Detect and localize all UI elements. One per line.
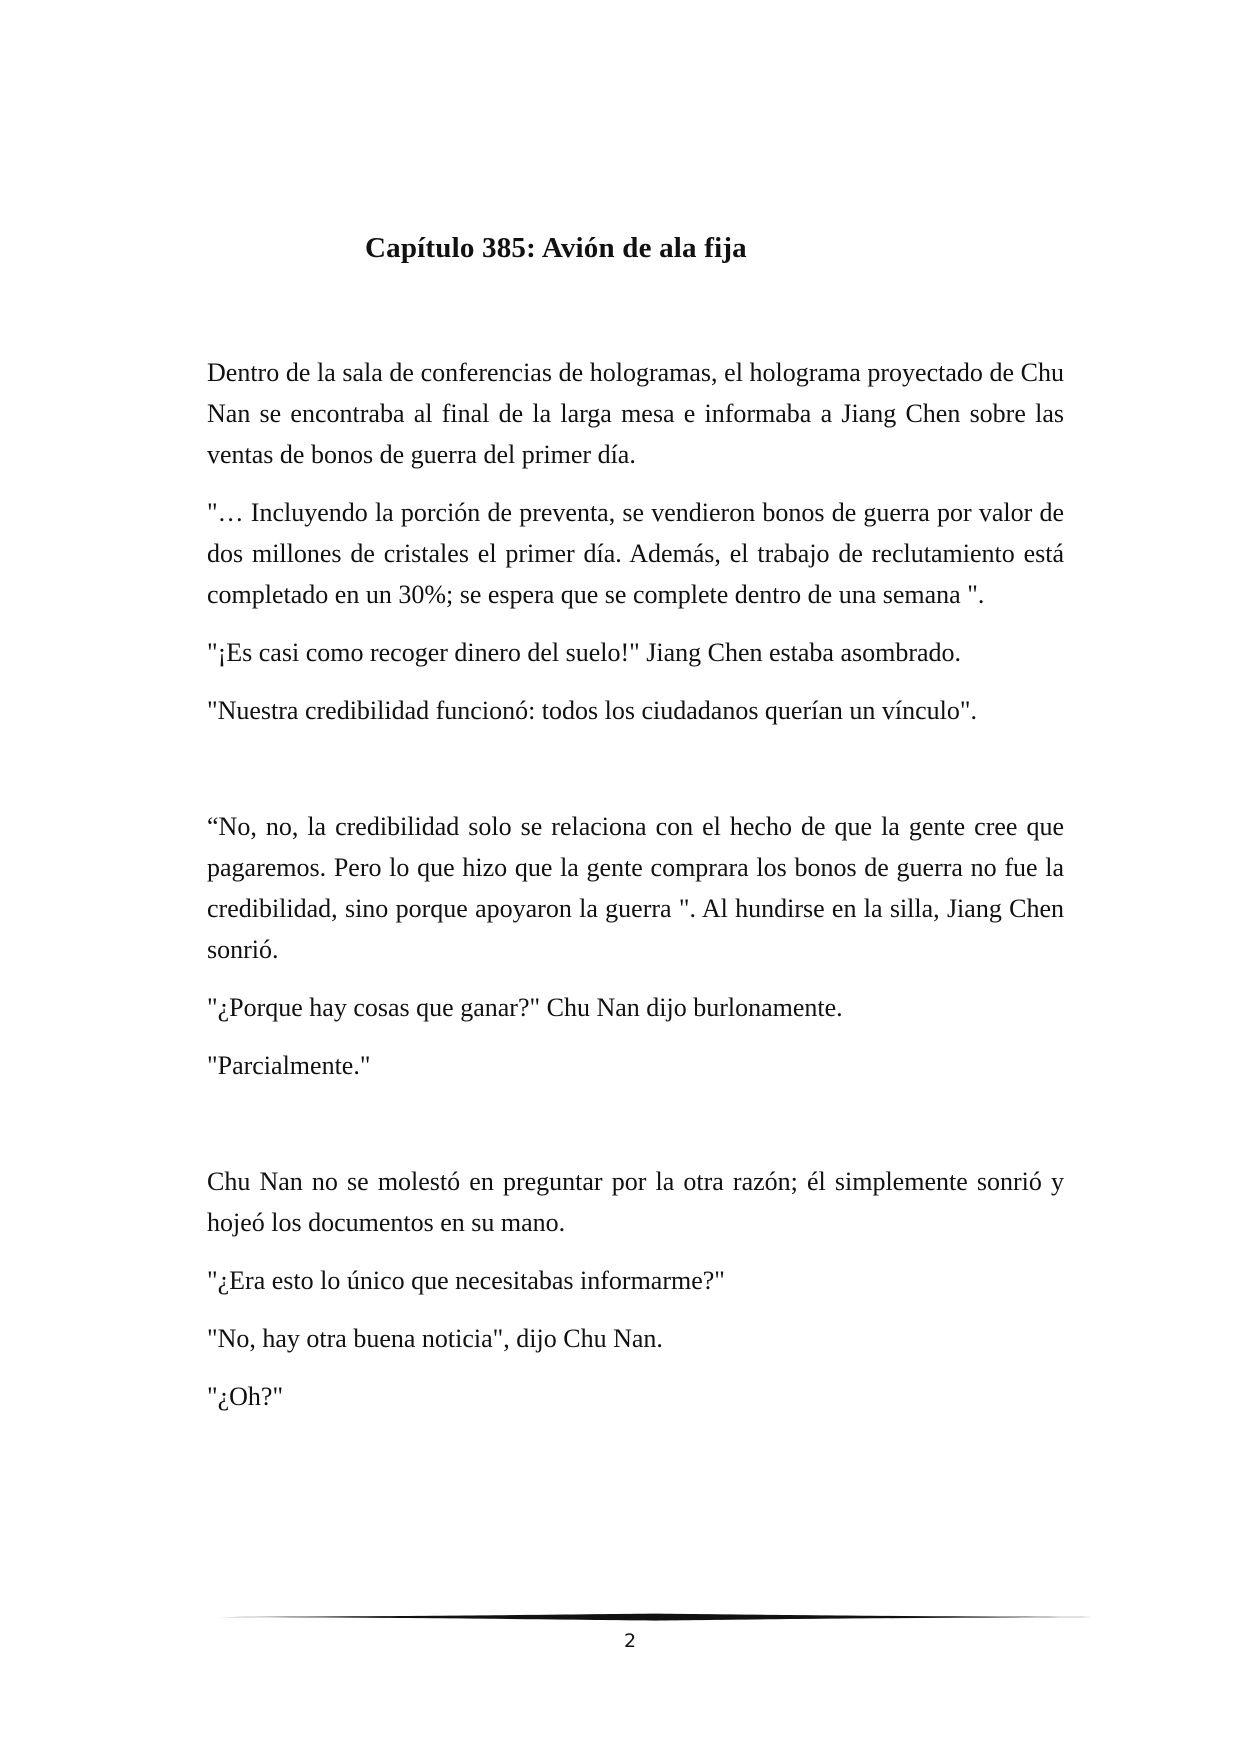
paragraph: "Parcialmente." [207, 1051, 371, 1080]
paragraph: "¿Porque hay cosas que ganar?" Chu Nan dijo burlonamente. [207, 993, 843, 1022]
page-number: 2 [623, 1630, 637, 1652]
chapter-title: Capítulo 385: Avión de ala fija [365, 232, 747, 264]
body-text [207, 352, 1064, 1434]
paragraph: "¿Era esto lo único que necesitabas informarme?" [207, 1266, 725, 1295]
paragraph: "¿Oh?" [207, 1382, 284, 1411]
paragraph: "¡Es casi como recoger dinero del suelo!" Jiang Chen estaba asombrado. [207, 638, 962, 667]
paragraph: Dentro de la sala de conferencias de hologramas, el holograma proyectado de Chu Nan se encontraba al final de la larga mesa e informaba a Jiang Chen sobre las ventas de bonos de guerra del primer día. [207, 358, 1064, 469]
paragraph: "… Incluyendo la porción de preventa, se vendieron bonos de guerra por valor de dos millones de cristales el primer día. Además, el trabajo de reclutamiento está completado en un 30%; se espera que se complete dentro de una semana ". [207, 498, 1064, 609]
paragraph: Chu Nan no se molestó en preguntar por la otra razón; él simplemente sonrió y hojeó los documentos en su mano. [207, 1167, 1064, 1237]
paragraph: "Nuestra credibilidad funcionó: todos los ciudadanos querían un vínculo". [207, 696, 977, 725]
footer-divider [207, 1612, 1104, 1622]
paragraph: "No, hay otra buena noticia", dijo Chu Nan. [207, 1324, 663, 1353]
paragraph: “No, no, la credibilidad solo se relaciona con el hecho de que la gente cree que pagaremos. Pero lo que hizo que la gente comprara los bonos de guerra no fue la credibilidad, sino porque apoyaron la guerra ". Al hundirse en la silla, Jiang Chen sonrió. [207, 812, 1064, 964]
